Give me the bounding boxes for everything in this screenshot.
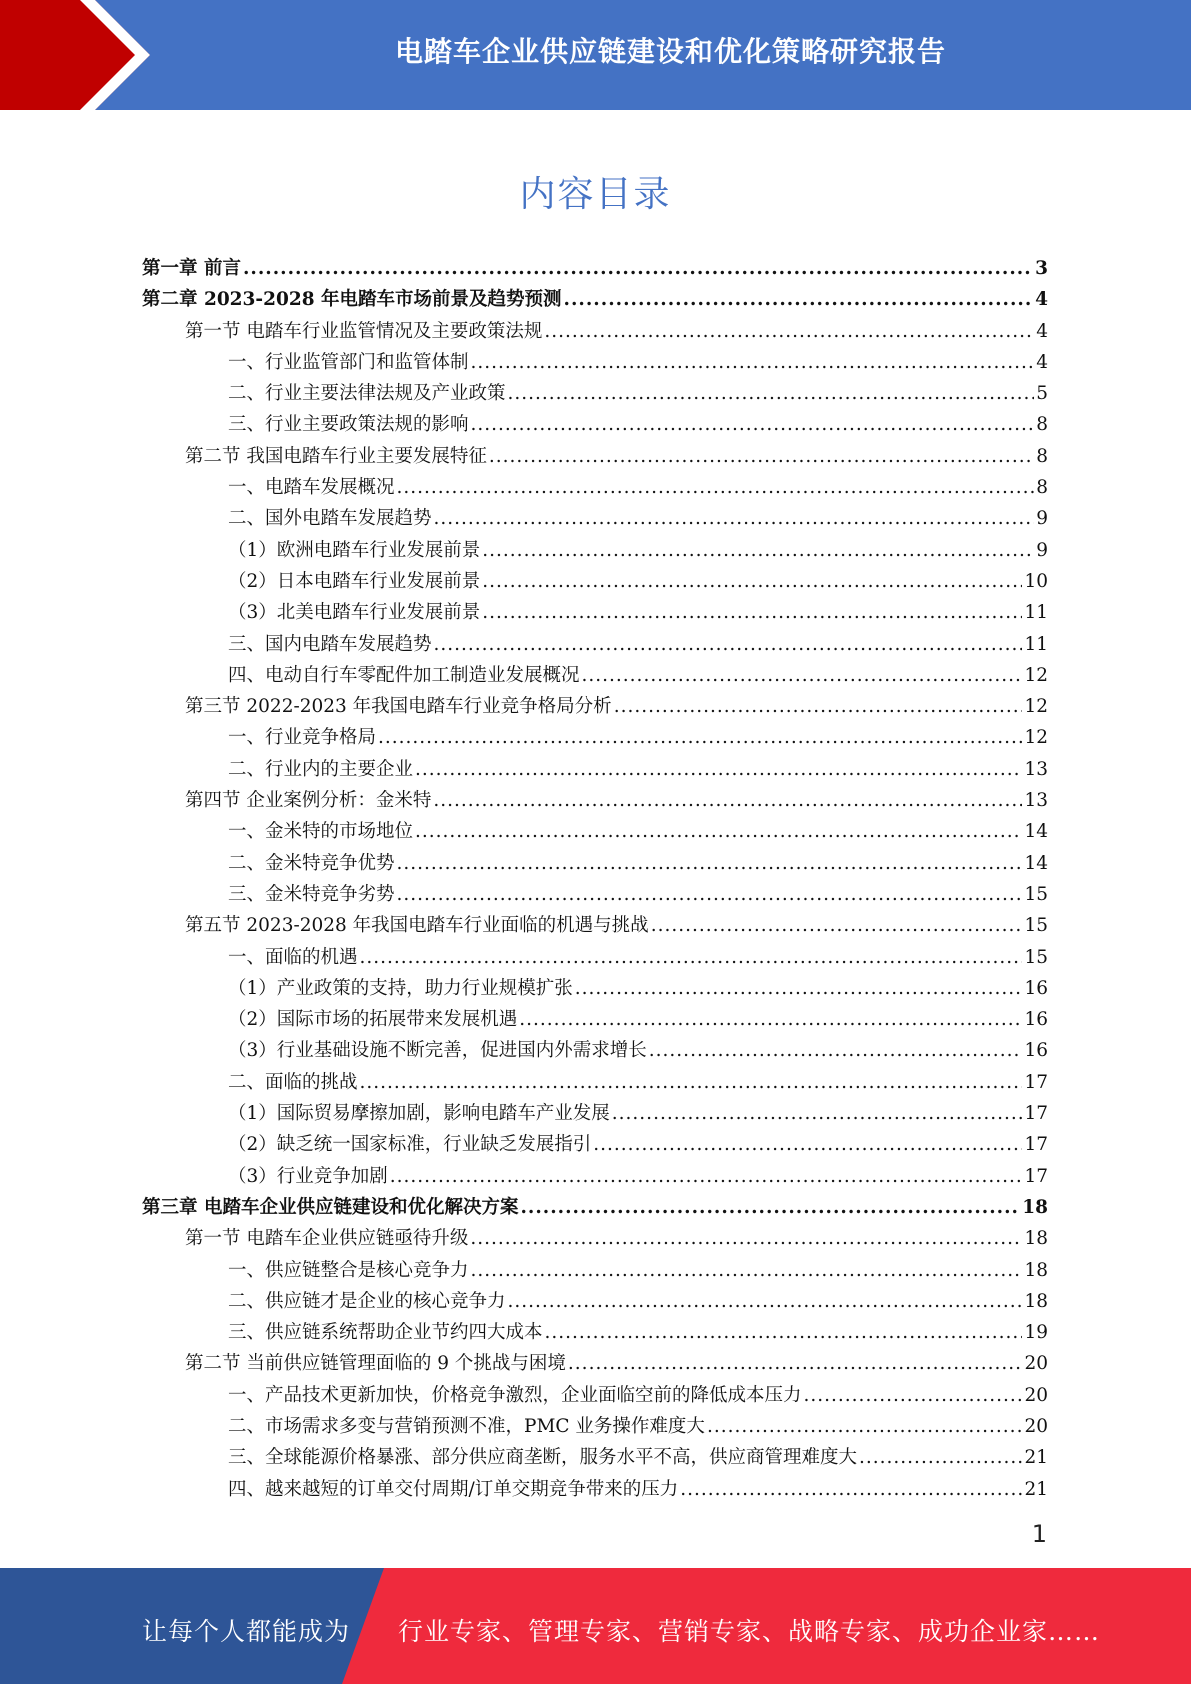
- toc-entry[interactable]: [142, 1161, 1048, 1192]
- toc-dot-leader: [397, 879, 1023, 910]
- toc-entry[interactable]: [142, 1035, 1048, 1066]
- toc-entry-title: （1）国际贸易摩擦加剧，影响电踏车产业发展: [228, 1103, 610, 1125]
- toc-entry-page: 4: [1035, 289, 1048, 311]
- toc-entry-page: 20: [1024, 1384, 1048, 1406]
- toc-entry-page: 18: [1024, 1290, 1048, 1312]
- toc-entry-page: 11: [1024, 633, 1048, 655]
- toc-entry-title: 一、面临的机遇: [228, 946, 358, 968]
- toc-entry-title: （2）日本电踏车行业发展前景: [228, 570, 481, 592]
- toc-entry-page: 4: [1036, 320, 1048, 342]
- toc-entry-page: 16: [1024, 977, 1048, 999]
- footer-banner: [0, 1568, 1191, 1684]
- toc-entry[interactable]: [142, 1004, 1048, 1035]
- toc-entry-title: 二、供应链才是企业的核心竞争力: [228, 1290, 506, 1312]
- toc-entry-title: 第五节 2023-2028 年我国电踏车行业面临的机遇与挑战: [185, 915, 649, 937]
- toc-entry[interactable]: [142, 879, 1048, 910]
- toc-entry-page: 18: [1024, 1259, 1048, 1281]
- toc-entry-page: 21: [1024, 1478, 1048, 1500]
- toc-entry[interactable]: [142, 1411, 1048, 1442]
- toc-entry[interactable]: [142, 597, 1048, 628]
- toc-entry-title: 三、全球能源价格暴涨、部分供应商垄断，服务水平不高，供应商管理难度大: [228, 1447, 858, 1469]
- toc-entry[interactable]: [142, 816, 1048, 847]
- toc-dot-leader: [434, 629, 1023, 660]
- toc-entry[interactable]: [142, 848, 1048, 879]
- toc-dot-leader: [859, 1442, 1022, 1473]
- toc-entry-title: （3）北美电踏车行业发展前景: [228, 602, 481, 624]
- toc-entry-page: 8: [1036, 477, 1048, 499]
- toc-entry-page: 18: [1022, 1196, 1048, 1218]
- toc-dot-leader: [489, 441, 1034, 472]
- toc-entry-page: 8: [1036, 445, 1048, 467]
- toc-entry-title: 二、行业内的主要企业: [228, 758, 414, 780]
- toc-dot-leader: [651, 910, 1023, 941]
- toc-entry-page: 19: [1024, 1322, 1048, 1344]
- toc-entry-title: 一、产品技术更新加快，价格竞争激烈，企业面临空前的降低成本压力: [228, 1384, 802, 1406]
- toc-entry[interactable]: [142, 378, 1048, 409]
- toc-entry[interactable]: [142, 1442, 1048, 1473]
- toc-dot-leader: [360, 1067, 1023, 1098]
- toc-entry[interactable]: [142, 1192, 1048, 1223]
- toc-entry[interactable]: [142, 347, 1048, 378]
- toc-dot-leader: [433, 785, 1022, 816]
- toc-entry-title: 一、行业监管部门和监管体制: [228, 351, 469, 373]
- toc-entry[interactable]: [142, 660, 1048, 691]
- toc-dot-leader: [564, 284, 1034, 315]
- toc-entry-page: 4: [1036, 351, 1048, 373]
- toc-entry-page: 16: [1024, 1009, 1048, 1031]
- toc-entry[interactable]: [142, 1098, 1048, 1129]
- toc-entry-title: 第一节 电踏车行业监管情况及主要政策法规: [185, 320, 543, 342]
- toc-entry-page: 15: [1024, 946, 1048, 968]
- toc-dot-leader: [804, 1380, 1023, 1411]
- toc-entry-title: （1）产业政策的支持，助力行业规模扩张: [228, 977, 573, 999]
- toc-dot-leader: [575, 973, 1023, 1004]
- toc-entry-title: （3）行业基础设施不断完善，促进国内外需求增长: [228, 1040, 647, 1062]
- toc-entry-page: 15: [1024, 883, 1048, 905]
- toc-entry-title: 三、金米特竞争劣势: [228, 883, 395, 905]
- toc-dot-leader: [471, 347, 1035, 378]
- toc-entry-page: 12: [1024, 727, 1048, 749]
- toc-entry[interactable]: [142, 284, 1048, 315]
- toc-entry-title: 二、市场需求多变与营销预测不准，PMC 业务操作难度大: [228, 1415, 705, 1437]
- toc-entry[interactable]: [142, 1255, 1048, 1286]
- toc-entry-title: 一、行业竞争格局: [228, 727, 377, 749]
- toc-dot-leader: [360, 942, 1023, 973]
- toc-entry-title: 四、越来越短的订单交付周期/订单交期竞争带来的压力: [228, 1478, 679, 1500]
- toc-entry-page: 3: [1035, 258, 1048, 279]
- toc-entry-title: 第三章 电踏车企业供应链建设和优化解决方案: [142, 1196, 519, 1218]
- footer-slogan-left: 让每个人都能成为: [142, 1617, 351, 1646]
- toc-entry[interactable]: [142, 1067, 1048, 1098]
- toc-entry-page: 17: [1024, 1165, 1048, 1187]
- toc-entry[interactable]: [142, 1474, 1048, 1505]
- toc-dot-leader: [520, 1192, 1020, 1223]
- toc-entry-title: 四、电动自行车零配件加工制造业发展概况: [228, 664, 580, 686]
- toc-entry-page: 18: [1024, 1228, 1048, 1250]
- toc-entry[interactable]: [142, 691, 1048, 722]
- toc-entry-title: 第一节 电踏车企业供应链亟待升级: [185, 1228, 469, 1250]
- toc-entry[interactable]: [142, 472, 1048, 503]
- toc-dot-leader: [508, 1286, 1023, 1317]
- toc-entry-page: 10: [1024, 570, 1048, 592]
- toc-entry[interactable]: [142, 253, 1048, 284]
- toc-entry-page: 12: [1024, 696, 1048, 718]
- toc-dot-leader: [680, 1474, 1022, 1505]
- toc-dot-leader: [397, 848, 1023, 879]
- toc-entry[interactable]: [142, 973, 1048, 1004]
- toc-entry[interactable]: [142, 1129, 1048, 1160]
- toc-entry-page: 9: [1036, 508, 1048, 530]
- toc-dot-leader: [545, 1317, 1023, 1348]
- toc-entry[interactable]: [142, 754, 1048, 785]
- report-header-banner: [0, 0, 1191, 110]
- toc-entry[interactable]: [142, 1223, 1048, 1254]
- toc-entry-page: 16: [1024, 1040, 1048, 1062]
- toc-dot-leader: [519, 1004, 1022, 1035]
- toc-dot-leader: [482, 535, 1034, 566]
- toc-dot-leader: [434, 503, 1035, 534]
- toc-dot-leader: [482, 566, 1022, 597]
- toc-dot-leader: [471, 1255, 1023, 1286]
- toc-entry-title: （1）欧洲电踏车行业发展前景: [228, 539, 481, 561]
- toc-dot-leader: [582, 660, 1023, 691]
- toc-entry[interactable]: [142, 503, 1048, 534]
- toc-entry-page: 20: [1024, 1415, 1048, 1437]
- toc-entry-title: 一、金米特的市场地位: [228, 821, 414, 843]
- toc-entry[interactable]: [142, 1317, 1048, 1348]
- toc-dot-leader: [471, 409, 1035, 440]
- toc-entry-title: 三、供应链系统帮助企业节约四大成本: [228, 1322, 543, 1344]
- toc-entry-title: 三、行业主要政策法规的影响: [228, 414, 469, 436]
- toc-entry-page: 17: [1024, 1134, 1048, 1156]
- footer-slogan-right: 行业专家、管理专家、营销专家、战略专家、成功企业家……: [398, 1617, 1101, 1646]
- toc-entry[interactable]: [142, 316, 1048, 347]
- toc-dot-leader: [415, 816, 1022, 847]
- toc-entry-page: 14: [1024, 852, 1048, 874]
- toc-dot-leader: [544, 316, 1034, 347]
- toc-dot-leader: [568, 1348, 1023, 1379]
- toc-dot-leader: [612, 1098, 1023, 1129]
- toc-entry-title: 二、金米特竞争优势: [228, 852, 395, 874]
- toc-heading: 内容目录: [519, 174, 672, 215]
- toc-entry-title: 第四节 企业案例分析：金米特: [185, 790, 432, 812]
- toc-entry-title: 三、国内电踏车发展趋势: [228, 633, 432, 655]
- toc-entry-title: 二、行业主要法律法规及产业政策: [228, 383, 506, 405]
- toc-entry[interactable]: [142, 629, 1048, 660]
- toc-entry-page: 9: [1036, 539, 1048, 561]
- toc-entry[interactable]: [142, 942, 1048, 973]
- toc-entry-title: （2）缺乏统一国家标准，行业缺乏发展指引: [228, 1134, 592, 1156]
- toc-entry-title: 二、国外电踏车发展趋势: [228, 508, 432, 530]
- toc-entry-title: 一、电踏车发展概况: [228, 477, 395, 499]
- toc-entry-page: 8: [1036, 414, 1048, 436]
- report-title: 电踏车企业供应链建设和优化策略研究报告: [394, 35, 946, 68]
- toc-entry-title: 第二节 我国电踏车行业主要发展特征: [185, 445, 487, 467]
- toc-entry[interactable]: [142, 535, 1048, 566]
- toc-entry[interactable]: [142, 722, 1048, 753]
- toc-dot-leader: [243, 253, 1033, 284]
- toc-entry-page: 17: [1024, 1103, 1048, 1125]
- toc-dot-leader: [508, 378, 1035, 409]
- toc-entry-title: 二、面临的挑战: [228, 1071, 358, 1093]
- toc-entry-title: （2）国际市场的拓展带来发展机遇: [228, 1009, 518, 1031]
- table-of-contents: [142, 253, 1048, 1505]
- toc-dot-leader: [482, 597, 1022, 628]
- page-number: 1: [1031, 1520, 1047, 1548]
- toc-entry-title: 第三节 2022-2023 年我国电踏车行业竞争格局分析: [185, 696, 612, 718]
- toc-entry[interactable]: [142, 1380, 1048, 1411]
- toc-dot-leader: [378, 722, 1022, 753]
- toc-dot-leader: [593, 1129, 1022, 1160]
- toc-entry[interactable]: [142, 409, 1048, 440]
- toc-dot-leader: [614, 691, 1023, 722]
- toc-entry-page: 21: [1024, 1447, 1048, 1469]
- toc-entry-page: 13: [1024, 790, 1048, 812]
- toc-entry-page: 15: [1024, 915, 1048, 937]
- toc-entry-page: 12: [1024, 664, 1048, 686]
- toc-dot-leader: [390, 1161, 1023, 1192]
- toc-entry[interactable]: [142, 1348, 1048, 1379]
- toc-dot-leader: [397, 472, 1035, 503]
- toc-entry[interactable]: [142, 785, 1048, 816]
- toc-dot-leader: [707, 1411, 1023, 1442]
- toc-entry-title: 第二节 当前供应链管理面临的 9 个挑战与困境: [185, 1353, 566, 1375]
- toc-entry-page: 14: [1024, 821, 1048, 843]
- toc-entry-title: 一、供应链整合是核心竞争力: [228, 1259, 469, 1281]
- toc-dot-leader: [415, 754, 1022, 785]
- toc-entry-title: （3）行业竞争加剧: [228, 1165, 388, 1187]
- toc-entry[interactable]: [142, 1286, 1048, 1317]
- toc-entry[interactable]: [142, 910, 1048, 941]
- toc-entry-page: 11: [1024, 602, 1048, 624]
- toc-entry[interactable]: [142, 441, 1048, 472]
- toc-entry-page: 5: [1036, 383, 1048, 405]
- toc-entry-title: 第一章 前言: [142, 258, 241, 279]
- toc-entry-title: 第二章 2023-2028 年电踏车市场前景及趋势预测: [142, 289, 562, 311]
- toc-entry-page: 20: [1024, 1353, 1048, 1375]
- toc-dot-leader: [649, 1035, 1023, 1066]
- toc-entry-page: 13: [1024, 758, 1048, 780]
- toc-entry[interactable]: [142, 566, 1048, 597]
- toc-dot-leader: [470, 1223, 1022, 1254]
- toc-entry-page: 17: [1024, 1071, 1048, 1093]
